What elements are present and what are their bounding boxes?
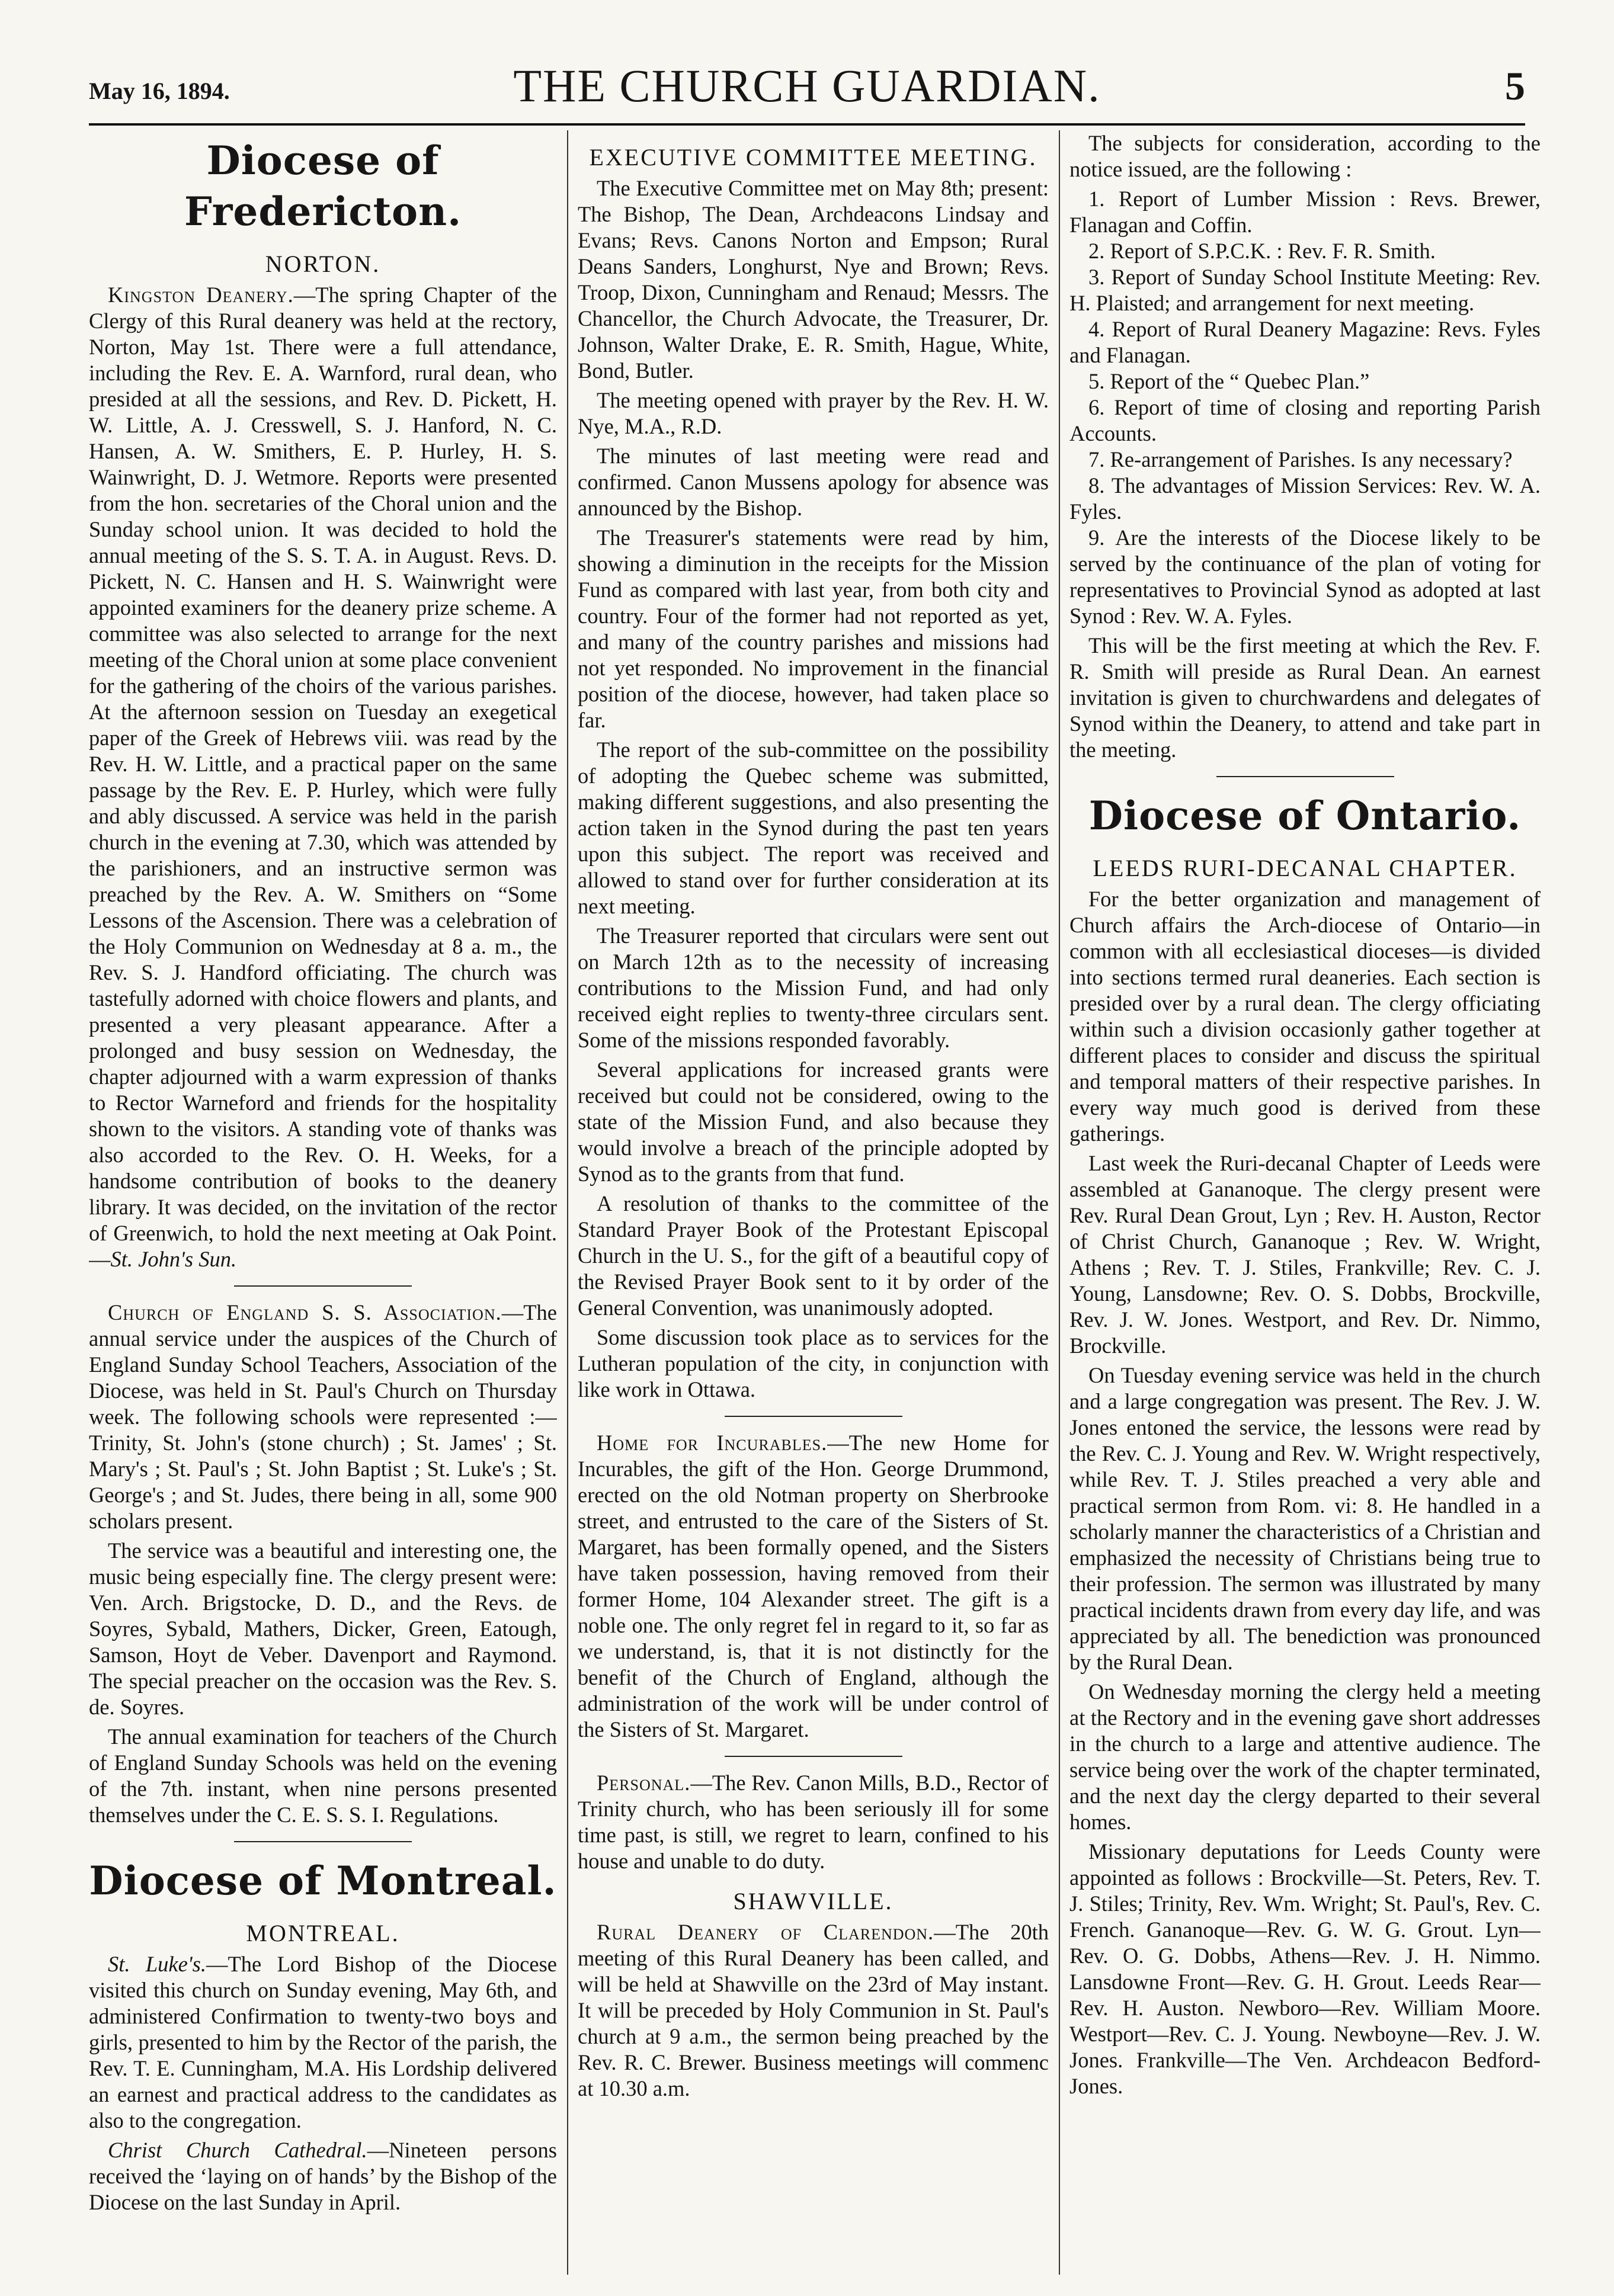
section-heading: Diocese of Montreal.	[89, 1858, 557, 1904]
article-paragraph: The minutes of last meeting were read and confirmed. Canon Mussens apology for absence was announced by the Bishop.	[578, 444, 1049, 520]
list-item: 8. The advantages of Mission Services: Rev. W. A. Fyles.	[1069, 473, 1541, 524]
column-divider	[1059, 130, 1060, 2275]
article-paragraph: The Treasurer reported that circulars were sent out on March 12th as to the necessity of increasing contributions to the Mission Fund, and had only received eight replies to twenty-three circulars sent. Some of the missions responded favorably.	[578, 923, 1049, 1052]
article-paragraph	[89, 282, 557, 1272]
list-item: 6. Report of time of closing and reporting Parish Accounts.	[1069, 395, 1541, 445]
article-paragraph	[89, 1951, 557, 2134]
subheading: MONTREAL.	[246, 1920, 400, 1947]
section-rule	[234, 1841, 412, 1842]
article-paragraph	[89, 2137, 557, 2215]
article-paragraph	[578, 1919, 1049, 2102]
article-paragraph: The report of the sub-committee on the possibility of adopting the Quebec scheme was submitted, making different suggestions, and also presenting the action taken in the Synod during the past ten years upon this subject. The report was received and allowed to stand over for further consideration at its next meeting.	[578, 737, 1049, 918]
article-paragraph: The annual examination for teachers of the Church of England Sunday Schools was held on the evening of the 7th. instant, when nine persons presented themselves under the C. E. S. S. I. Regulations.	[89, 1724, 557, 1827]
article-paragraph: Last week the Ruri-decanal Chapter of Leeds were assembled at Gananoque. The clergy present were Rev. Rural Dean Grout, Lyn ; Rev. H. Auston, Rector of Christ Church, Gananoque ; Rev. W. Wright, Athens ; Rev. T. J. Stiles, Frankville; Rev. C. J. Young, Lansdowne; Rev. O. S. Dobbs, Brockville, Rev. J. W. Jones. Westport, and Rev. Dr. Nimmo, Brockville.	[1069, 1151, 1541, 1358]
article-paragraph: The Executive Committee met on May 8th; present: The Bishop, The Dean, Archdeacons Lindsay and Evans; Revs. Canons Norton and Empson; Rural Deans Sanders, Longhurst, Nye and Brown; Revs. Troop, Dixon, Cunningham and Renaud; Messrs. The Chancellor, the Church Advocate, the Treasurer, Dr. Johnson, Walter Drake, E. R. Smith, Hague, White, Bond, Butler.	[578, 176, 1049, 383]
paragraph-text: —The annual service under the auspices of the Church of England Sunday School Teachers, Association of the Diocese, was held in St. Paul's Church on Thursday week. The following schools were represented :—Trinity, St. John's (stone church) ; St. James' ; St. Mary's ; St. Paul's ; St. John Baptist ; St. Luke's ; St. George's ; and St. Judes, there being in all, some 900 scholars present.	[89, 1300, 557, 1533]
paragraph-lead: St. Luke's.	[108, 1952, 206, 1976]
article-paragraph	[578, 1770, 1049, 1874]
masthead	[89, 59, 1525, 124]
paragraph-lead: Christ Church Cathedral.	[108, 2138, 367, 2162]
paragraph-lead: Home for Incurables.	[597, 1431, 828, 1455]
subheading: LEEDS RURI-DECANAL CHAPTER.	[1093, 855, 1517, 881]
article-paragraph: The subjects for consideration, according to the notice issued, are the following :	[1069, 131, 1541, 181]
article-paragraph: A resolution of thanks to the committee of the Standard Prayer Book of the Protestant Episcopal Church in the U. S., for the gift of a beautiful copy of the Revised Prayer Book sent to it by order of the General Convention, was unanimously adopted.	[578, 1191, 1049, 1320]
subheading: NORTON.	[265, 251, 381, 277]
list-item: 4. Report of Rural Deanery Magazine: Revs. Fyles and Flanagan.	[1069, 317, 1541, 367]
article-paragraph: The Treasurer's statements were read by him, showing a diminution in the receipts for the Mission Fund as compared with last year, from both city and country. Four of the former had not reported as yet, and many of the country parishes and missions had not yet responded. No improvement in the financial position of the diocese, however, had taken place so far.	[578, 525, 1049, 732]
source-credit: St. John's Sun.	[110, 1247, 237, 1271]
article-paragraph: On Wednesday morning the clergy held a meeting at the Rectory and in the evening gave short addresses in the church to a large and attentive audience. The service being over the work of the chapter terminated, and the next day the clergy departed to their several homes.	[1069, 1679, 1541, 1834]
article-paragraph: Some discussion took place as to services for the Lutheran population of the city, in conjunction with like work in Ottawa.	[578, 1325, 1049, 1402]
paragraph-text: —The 20th meeting of this Rural Deanery has been called, and will be held at Shawville on the 23rd of May instant. It will be preceded by Holy Communion in St. Paul's church at 9 a.m., the sermon being preached by the Rev. R. C. Brewer. Business meetings will commenc at 10.30 a.m.	[578, 1920, 1049, 2101]
agenda-list	[1069, 186, 1541, 629]
section-rule	[234, 1285, 412, 1287]
paragraph-lead: Kingston Deanery.	[108, 283, 294, 307]
list-item: 7. Re-arrangement of Parishes. Is any necessary?	[1088, 447, 1513, 472]
article-paragraph	[578, 1430, 1049, 1743]
column-1	[89, 130, 557, 2275]
list-item: 5. Report of the “ Quebec Plan.”	[1088, 369, 1370, 393]
paragraph-text: —The new Home for Incurables, the gift of the Hon. George Drummond, erected on the old Notman property on Sherbrooke street, and entrusted to the care of the Sisters of St. Margaret, has been formally opened, and the Sisters have taken possession, having removed from their former Home, 104 Alexander street. The gift is a noble one. The only regret fel in regard to it, so far as we understand, is, that it is not distinctly for the benefit of the Church of England, although the administration of the work will be under control of the Sisters of St. Margaret.	[578, 1431, 1049, 1742]
column-divider	[567, 130, 568, 2275]
article-paragraph: The service was a beautiful and interesting one, the music being especially fine. The clergy present were: Ven. Arch. Brigstocke, D. D., and the Revs. de Soyres, Sybald, Mathers, Dicker, Green, Eatough, Samson, Hoyt de Veber. Davenport and Raymond. The special preacher on the occasion was the Rev. S. de. Soyres.	[89, 1538, 557, 1719]
page-number: 5	[1505, 63, 1525, 108]
paragraph-text: —The Rev. Canon Mills, B.D., Rector of Trinity church, who has been seriously ill for some time past, is still, we regret to learn, confined to his house and unable to do duty.	[578, 1771, 1049, 1873]
column-3	[1069, 130, 1541, 2275]
section-heading: Diocese of Fredericton.	[184, 137, 462, 235]
article-paragraph: For the better organization and management of Church affairs the Arch-diocese of Ontario—in common with all ecclesiastical dioceses—is divided into sections termed rural deaneries. Each section is presided over by a rural dean. The clergy officiating within such a division occasionly gather together at different places to consider and discuss the spiritual and temporal matters of their respective parishes. In every way much good is derived from these gatherings.	[1069, 887, 1541, 1146]
paragraph-text: —The Lord Bishop of the Diocese visited this church on Sunday evening, May 6th, and administered Confirmation to twenty-two boys and girls, presented to him by the Rector of the parish, the Rev. T. E. Cunningham, M.A. His Lordship delivered an earnest and practical address to the candidates as also to the congregation.	[89, 1952, 557, 2133]
article-paragraph: Missionary deputations for Leeds County were appointed as follows : Brockville—St. Peters, Rev. T. J. Stiles; Trinity, Rev. Wm. Wright; St. Paul's, Rev. C. French. Gananoque—Rev. G. W. G. Grout. Lyn—Rev. O. G. Dobbs, Athens—Rev. J. H. Nimmo. Lansdowne Front—Rev. G. H. Grout. Leeds Rear—Rev. H. Auston. Newboro—Rev. William Moore. Westport—Rev. C. J. Young. Newboyne—Rev. J. W. Jones. Frankville—The Ven. Archdeacon Bedford-Jones.	[1069, 1839, 1541, 2098]
article-paragraph	[89, 1300, 557, 1534]
subheading: SHAWVILLE.	[733, 1888, 894, 1915]
paragraph-text: —Nineteen persons received the ‘laying on of hands’ by the Bishop of the Diocese on the last Sunday in April.	[89, 2138, 557, 2214]
section-heading: Diocese of Ontario.	[1088, 793, 1522, 839]
paragraph-lead: Church of England S. S. Association.	[108, 1300, 502, 1325]
article-paragraph: This will be the first meeting at which the Rev. F. R. Smith will preside as Rural Dean. An earnest invitation is given to churchwardens and delegates of Synod within the Deanery, to attend and take part in the meeting.	[1069, 633, 1541, 762]
list-item: 1. Report of Lumber Mission : Revs. Brewer, Flanagan and Coffin.	[1069, 187, 1541, 237]
subheading: EXECUTIVE COMMITTEE MEETING.	[589, 144, 1037, 171]
newspaper-title: THE CHURCH GUARDIAN.	[513, 60, 1101, 111]
masthead-rule	[89, 123, 1525, 126]
issue-date: May 16, 1894.	[89, 78, 230, 104]
list-item: 3. Report of Sunday School Institute Meeting: Rev. H. Plaisted; and arrangement for next meeting.	[1069, 265, 1541, 315]
section-rule	[725, 1756, 902, 1757]
section-rule	[725, 1416, 902, 1417]
article-paragraph: Several applications for increased grants were received but could not be considered, owing to the state of the Mission Fund, and also because they would involve a breach of the principle adopted by Synod as to the grants from that fund.	[578, 1057, 1049, 1186]
paragraph-text: —The spring Chapter of the Clergy of this Rural deanery was held at the rectory, Norton, May 1st. There were a full attendance, including the Rev. E. A. Warnford, rural dean, who presided at all the sessions, and Rev. D. Pickett, H. W. Little, A. J. Cresswell, S. J. Hanford, N. C. Hansen, A. W. Smithers, E. P. Hurley, H. S. Wainwright, D. J. Wetmore. Reports were presented from the hon. secretaries of the Choral union and the Sunday school union. It was decided to hold the annual meeting of the S. S. T. A. in August. Revs. D. Pickett, N. C. Hansen and H. S. Wainwright were appointed examiners for the deanery prize scheme. A committee was also selected to arrange for the next meeting of the Choral union at some place convenient for the gathering of the choirs of the various parishes. At the afternoon session on Tuesday an exegetical paper of the Greek of Hebrews viii. was read by the Rev. H. W. Little, and a practical paper on the same passage by the Rev. E. P. Hurley, which were fully and ably discussed. A service was held in the parish church in the evening at 7.30, which was attended by the parishioners, and an instructive sermon was preached by the Rev. A. W. Smithers on “Some Lessons of the Ascension. There was a celebration of the Holy Communion on Wednesday at 8 a. m., the Rev. S. J. Handford officiating. The church was tastefully adorned with choice flowers and plants, and presented a very pleasant appearance. After a prolonged and busy session on Wednesday, the chapter adjourned with a warm expression of thanks to Rector Warneford and friends for the hospitality shown to the visitors. A standing vote of thanks was also accorded to the Rev. O. H. Weeks, for a handsome contribution of books to the deanery library. It was decided, on the invitation of the rector of Greenwich, to hold the next meeting at Oak Point.—	[89, 283, 557, 1271]
article-paragraph: The meeting opened with prayer by the Rev. H. W. Nye, M.A., R.D.	[578, 388, 1049, 438]
list-item: 9. Are the interests of the Diocese likely to be served by the continuance of the plan of voting for representatives to Provincial Synod as adopted at last Synod : Rev. W. A. Fyles.	[1069, 525, 1541, 628]
column-2	[578, 130, 1049, 2275]
paragraph-lead: Rural Deanery of Clarendon.	[597, 1920, 934, 1944]
article-paragraph: On Tuesday evening service was held in the church and a large congregation was present. The Rev. J. W. Jones entoned the service, the lessons were read by the Rev. C. J. Young and Rev. W. Wright respectively, while Rev. T. J. Stiles preached a very able and practical sermon from Rom. vi: 8. He handled in a scholarly manner the characteristics of a Christian and emphasized the necessity of Christians being true to their profession. The sermon was illustrated by many practical incidents drawn from every day life, and was appreciated by all. The benediction was pronounced by the Rural Dean.	[1069, 1363, 1541, 1674]
paragraph-lead: Personal.	[597, 1771, 691, 1795]
section-rule	[1216, 776, 1394, 777]
list-item: 2. Report of S.P.C.K. : Rev. F. R. Smith.	[1088, 239, 1436, 263]
